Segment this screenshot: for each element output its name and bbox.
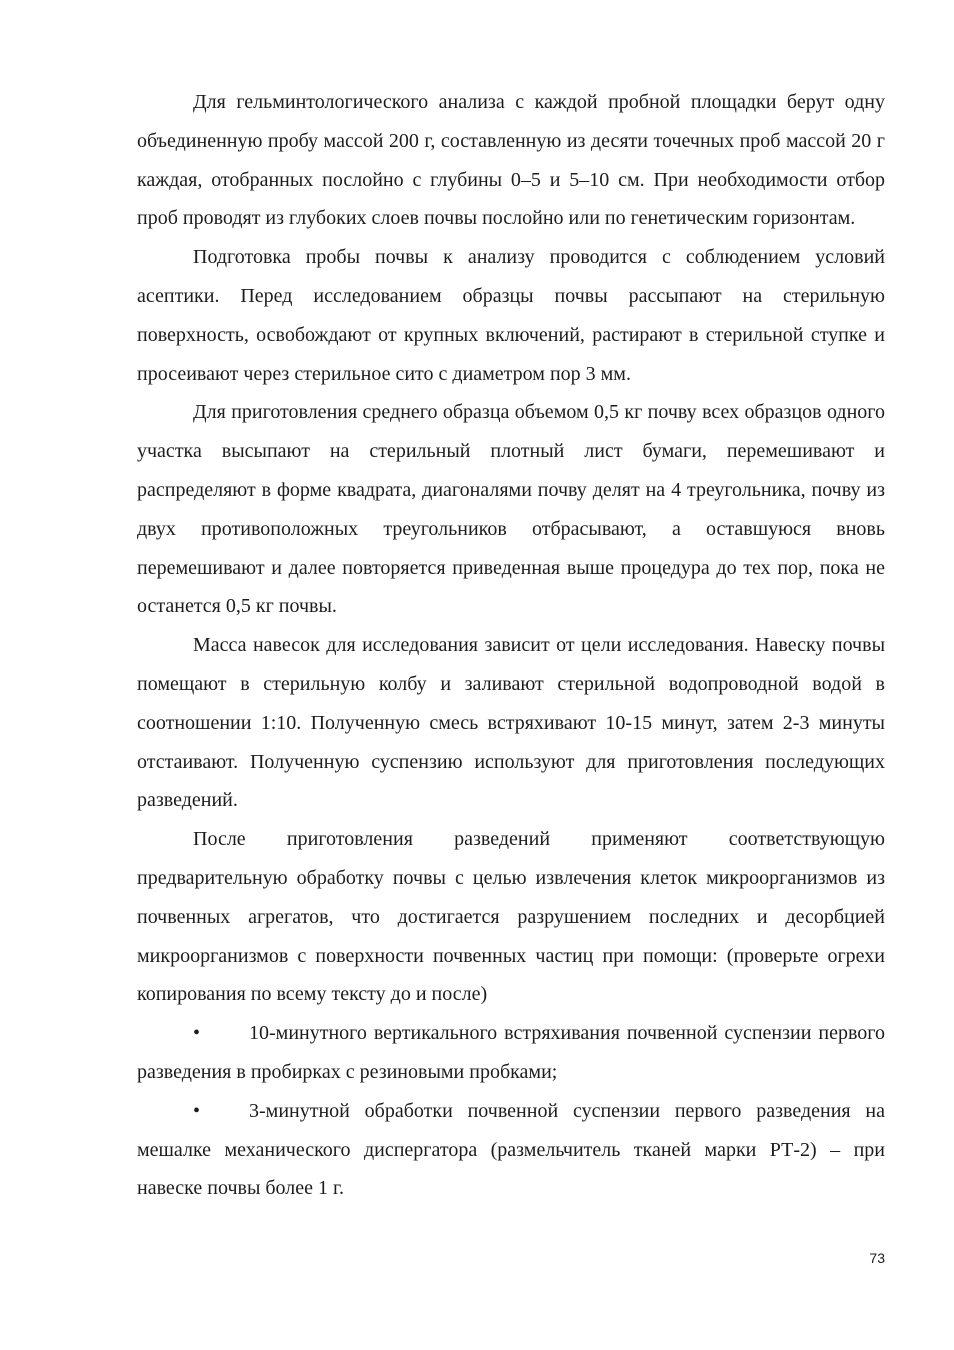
- list-item: [137, 1014, 885, 1092]
- paragraph-sample-mass: Масса навесок для исследования зависит от цели исследования. Навеску почвы помещают в стерильную колбу и заливают стерильной водопроводной водой в соотношении 1:10. Полученную смесь встряхивают 10-15 минут, затем 2-3 минуты отстаивают. Полученную суспензию используют для приготовления последующих разведений.: [137, 634, 885, 812]
- document-page: [137, 83, 885, 1208]
- paragraph-sample-preparation: Подготовка пробы почвы к анализу проводится с соблюдением условий асептики. Перед исследованием образцы почвы рассыпают на стерильную поверхность, освобождают от крупных включений, растирают в стерильной ступке и просеивают через стерильное сито с диаметром пор 3 мм.: [137, 246, 885, 385]
- bullet-icon: •: [193, 1099, 201, 1122]
- bullet-icon: •: [193, 1022, 201, 1045]
- list-item-text: 10-минутного вертикального встряхивания почвенной суспензии первого разведения в пробирках с резиновыми пробками;: [137, 1022, 885, 1083]
- list-item-text: 3-минутной обработки почвенной суспензии первого разведения на мешалке механического диспергатора (размельчитель тканей марки РТ-2) – при навеске почвы более 1 г.: [137, 1099, 885, 1200]
- paragraph-average-sample: Для приготовления среднего образца объемом 0,5 кг почву всех образцов одного участка высыпают на стерильный плотный лист бумаги, перемешивают и распределяют в форме квадрата, диагоналями почву делят на 4 треугольника, почву из двух противоположных треугольников отбрасывают, а оставшуюся вновь перемешивают и далее повторяется приведенная выше процедура до тех пор, пока не останется 0,5 кг почвы.: [137, 401, 885, 618]
- page-number: 73: [869, 1250, 885, 1266]
- paragraph-pretreatment: После приготовления разведений применяют соответствующую предварительную обработку почвы с целью извлечения клеток микроорганизмов из почвенных агрегатов, что достигается разрушением последних и десорбцией микроорганизмов с поверхности почвенных частиц при помощи: (проверьте огрехи копирования по всему тексту до и после): [137, 828, 885, 1006]
- list-item: [137, 1092, 885, 1208]
- paragraph-helminth-analysis: Для гельминтологического анализа с каждой пробной площадки берут одну объединенную пробу массой 200 г, составленную из десяти точечных проб массой 20 г каждая, отобранных послойно с глубины 0–5 и 5–10 см. При необходимости отбор проб проводят из глубоких слоев почвы послойно или по генетическим горизонтам.: [137, 91, 885, 230]
